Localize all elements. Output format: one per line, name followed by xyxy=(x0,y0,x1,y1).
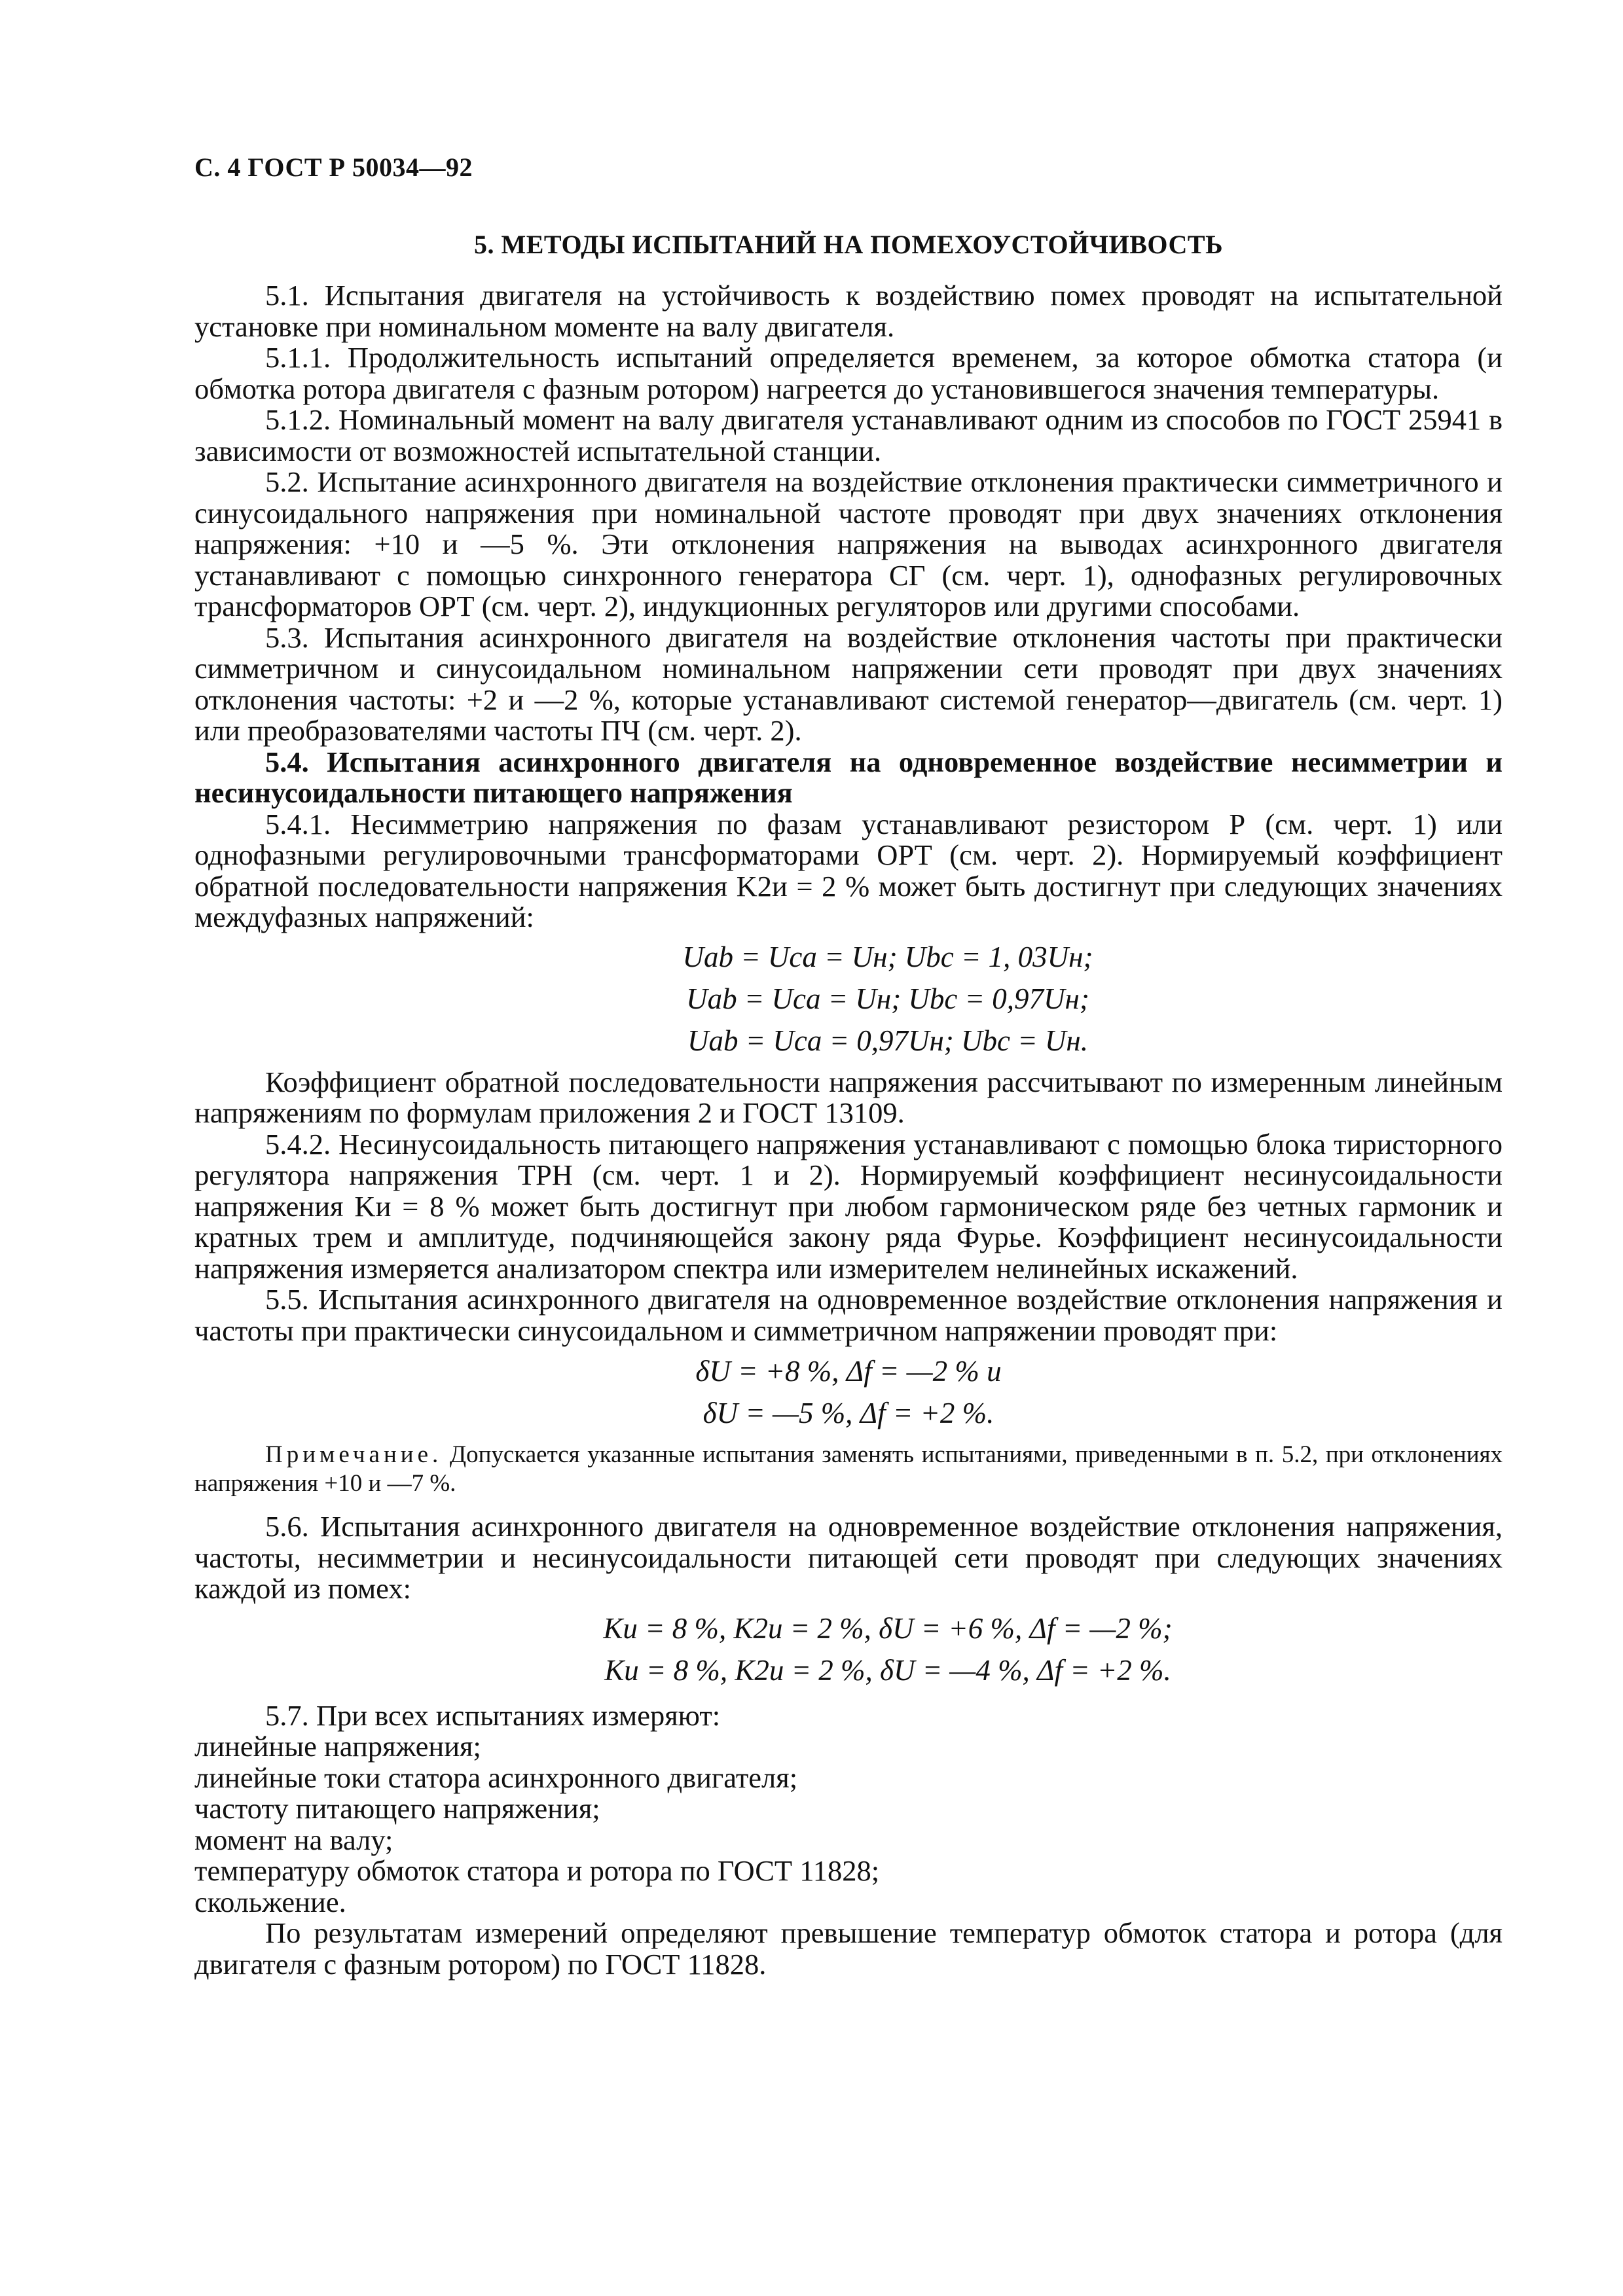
paragraph-final: По результатам измерений определяют превышение температур обмоток статора и ротора (для двигателя с фазным ротором) по ГОСТ 11828. xyxy=(194,1916,1503,1981)
page-header: С. 4 ГОСТ Р 50034—92 xyxy=(194,152,473,182)
paragraph-5-2: 5.2. Испытание асинхронного двигателя на воздействие отклонения практически симметричного и синусоидального напряжения при номинальной частоте проводят при двух значениях отклонения напряжения: +10 и —5 %. Эти отклонения напряжения на выводах асинхронного двигателя устанавливают с помощью синхронного генератора СГ (см. черт. 1), однофазных регулировочных трансформаторов ОРТ (см. черт. 2), индукционных регуляторов или другими способами. xyxy=(194,465,1503,622)
paragraph-5-3: 5.3. Испытания асинхронного двигателя на воздействие отклонения частоты при практически симметричном и синусоидальном номинальном напряжении сети проводят при двух значениях отклонения частоты: +2 и —2 %, которые устанавливают системой генератор—двигатель (см. черт. 1) или преобразователями частоты ПЧ (см. черт. 2). xyxy=(194,620,1503,747)
document-body xyxy=(194,280,1503,1980)
paragraph-5-4-2: 5.4.2. Несинусоидальность питающего напряжения устанавливают с помощью блока тиристорного регулятора напряжения ТРН (см. черт. 1 и 2). Нормируемый коэффициент несинусоидальности напряжения Kи = 8 % может быть достигнут при любом гармоническом ряде без четных гармоник и кратных трем и амплитуде, подчиняющейся закону ряда Фурье. Коэффициент несинусоидальности напряжения измеряется анализатором спектра или измерителем нелинейных искажений. xyxy=(194,1127,1503,1285)
formula-line: Uab = Uca = 0,97Uн; Ubc = Uн. xyxy=(687,1024,1088,1057)
note-label: Примечание. xyxy=(265,1441,443,1468)
formula-line: Kи = 8 %, K2и = 2 %, δU = +6 %, Δf = —2 %; xyxy=(603,1611,1173,1645)
paragraph-5-4: 5.4. Испытания асинхронного двигателя на одновременное воздействие несимметрии и несинусоидальности питающего напряжения xyxy=(194,745,1503,809)
formula-line: δU = —5 %, Δf = +2 %. xyxy=(702,1397,994,1429)
formula-voltage-frequency xyxy=(194,1350,1503,1434)
paragraph-5-4-1: 5.4.1. Несимметрию напряжения по фазам устанавливают резистором Р (см. черт. 1) или однофазными регулировочными трансформаторами ОРТ (см. черт. 2). Нормируемый коэффициент обратной последовательности напряжения K2и = 2 % может быть достигнут при следующих значениях междуфазных напряжений: xyxy=(194,807,1503,933)
paragraph-5-6: 5.6. Испытания асинхронного двигателя на одновременное воздействие отклонения напряжения, частоты, несимметрии и несинусоидальности питающей сети проводят при следующих значениях каждой из помех: xyxy=(194,1510,1503,1605)
section-title: 5. МЕТОДЫ ИСПЫТАНИЙ НА ПОМЕХОУСТОЙЧИВОСТЬ xyxy=(473,230,1224,259)
paragraph-coefficient: Коэффициент обратной последовательности напряжения рассчитывают по измеренным линейным напряжениям по формулам приложения 2 и ГОСТ 13109. xyxy=(194,1065,1503,1129)
formula-combined xyxy=(194,1607,1503,1691)
list-item: температуру обмоток статора и ротора по ГОСТ 11828; xyxy=(194,1854,880,1887)
formula-line: Kи = 8 %, K2и = 2 %, δU = —4 %, Δf = +2 %. xyxy=(604,1653,1171,1687)
list-item: момент на валу; xyxy=(194,1823,393,1856)
note xyxy=(194,1441,1503,1498)
paragraph-5-5: 5.5. Испытания асинхронного двигателя на одновременное воздействие отклонения напряжения и частоты при практически синусоидальном и симметричном напряжении проводят при: xyxy=(194,1283,1503,1347)
paragraph-5-1-2: 5.1.2. Номинальный момент на валу двигателя устанавливают одним из способов по ГОСТ 25941 в зависимости от возможностей испытательной станции. xyxy=(194,403,1503,467)
list-item: линейные токи статора асинхронного двигателя; xyxy=(194,1761,798,1794)
paragraph-5-1: 5.1. Испытания двигателя на устойчивость к воздействию помех проводят на испытательной установке при номинальном моменте на валу двигателя. xyxy=(194,279,1503,343)
list-item: линейные напряжения; xyxy=(194,1730,481,1763)
measurement-list xyxy=(194,1731,1503,1918)
formula-line: δU = +8 %, Δf = —2 % и xyxy=(695,1355,1002,1388)
list-item: скольжение. xyxy=(194,1885,346,1918)
note-text: Допускается указанные испытания заменять испытаниями, приведенными в п. 5.2, при отклонениях напряжения +10 и —7 %. xyxy=(194,1441,1503,1497)
list-item: частоту питающего напряжения; xyxy=(194,1792,600,1825)
formula-line: Uab = Uca = Uн; Ubc = 1, 03Uн; xyxy=(682,940,1093,973)
paragraph-5-1-1: 5.1.1. Продолжительность испытаний определяется временем, за которое обмотка статора (и обмотка ротора двигателя с фазным ротором) нагреется до установившегося значения температуры. xyxy=(194,341,1503,405)
paragraph-5-7: 5.7. При всех испытаниях измеряют: xyxy=(265,1698,721,1732)
formula-voltage-asymmetry xyxy=(194,936,1503,1062)
formula-line: Uab = Uca = Uн; Ubc = 0,97Uн; xyxy=(686,982,1089,1015)
